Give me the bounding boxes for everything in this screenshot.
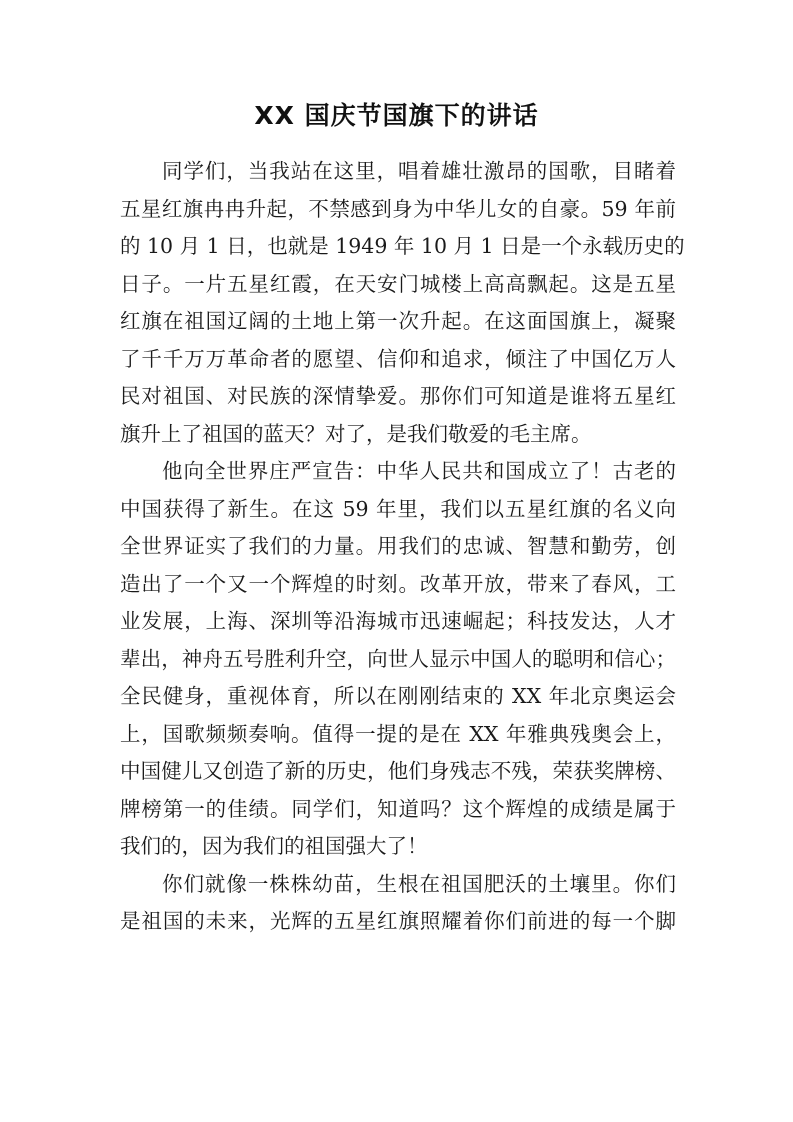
text-line: 日子。一片五星红霞，在天安门城楼上高高飘起。这是五星 <box>120 271 676 296</box>
document-title: XX 国庆节国旗下的讲话 <box>254 101 539 130</box>
text-line: 上，国歌频频奏响。值得一提的是在 XX 年雅典残奥会上， <box>120 721 676 746</box>
text-line: 我们的，因为我们的祖国强大了！ <box>120 834 428 858</box>
text-line: 他向全世界庄严宣告：中华人民共和国成立了！古老的 <box>162 459 676 483</box>
text-line: 业发展，上海、深圳等沿海城市迅速崛起；科技发达，人才 <box>120 609 676 633</box>
document-body <box>120 153 685 941</box>
text-line: 五星红旗冉冉升起，不禁感到身为中华儿女的自豪。59 年前 <box>120 196 676 221</box>
text-line: 同学们，当我站在这里，唱着雄壮激昂的国歌，目睹着 <box>162 159 676 183</box>
text-line: 民对祖国、对民族的深情挚爱。那你们可知道是谁将五星红 <box>120 384 676 408</box>
text-line: 辈出，神舟五号胜利升空，向世人显示中国人的聪明和信心； <box>120 646 676 671</box>
text-line: 全民健身，重视体育，所以在刚刚结束的 XX 年北京奥运会 <box>120 684 676 708</box>
text-line: 造出了一个又一个辉煌的时刻。改革开放，带来了春风，工 <box>120 571 676 596</box>
text-line: 的 10 月 1 日，也就是 1949 年 10 月 1 日是一个永载历史的 <box>120 234 685 258</box>
text-line: 是祖国的未来，光辉的五星红旗照耀着你们前进的每一个脚 <box>120 909 676 933</box>
text-line: 红旗在祖国辽阔的土地上第一次升起。在这面国旗上，凝聚 <box>120 309 676 333</box>
text-line: 你们就像一株株幼苗，生根在祖国肥沃的土壤里。你们 <box>162 871 676 896</box>
text-line: 中国获得了新生。在这 59 年里，我们以五星红旗的名义向 <box>120 496 676 521</box>
text-line: 牌榜第一的佳绩。同学们，知道吗？这个辉煌的成绩是属于 <box>120 796 676 821</box>
text-line: 全世界证实了我们的力量。用我们的忠诚、智慧和勤劳，创 <box>120 534 676 558</box>
text-line: 中国健儿又创造了新的历史，他们身残志不残，荣获奖牌榜、 <box>120 759 676 783</box>
text-line: 旗升上了祖国的蓝天？对了，是我们敬爱的毛主席。 <box>120 421 592 446</box>
text-line: 了千千万万革命者的愿望、信仰和追求，倾注了中国亿万人 <box>120 346 676 371</box>
